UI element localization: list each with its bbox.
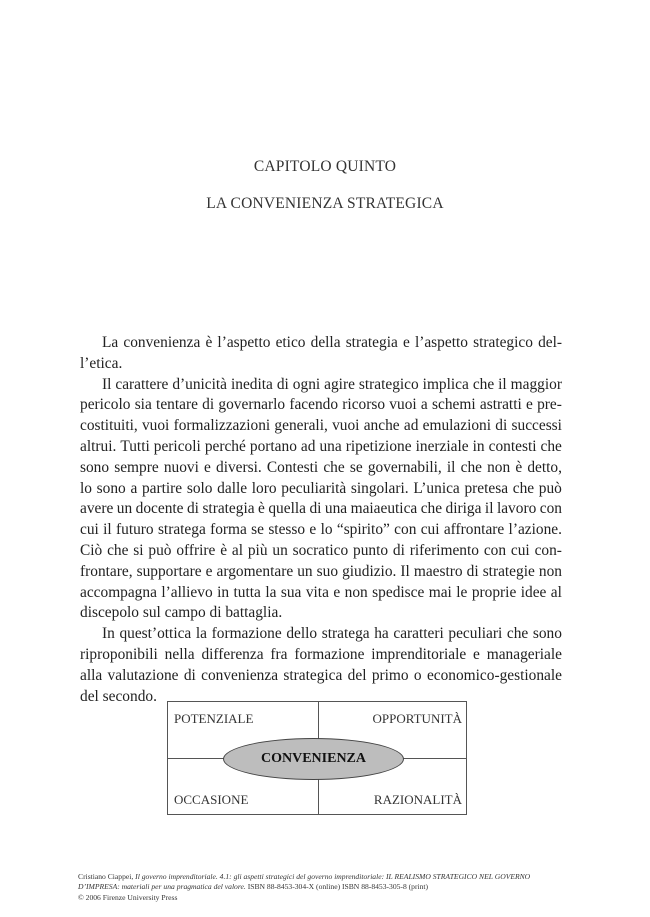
convenienza-diagram <box>167 701 467 815</box>
text-line: del secondo. <box>80 687 157 705</box>
text-line: l’etica. <box>80 354 123 372</box>
text-line: discepolo sul campo di battaglia. <box>80 604 283 622</box>
diagram-cell-razionalita: RAZIONALITÀ <box>373 792 462 807</box>
diagram-cell-opportunita: OPPORTUNITÀ <box>372 711 462 726</box>
footer-isbn: ISBN 88-8453-304-X (online) ISBN 88-8453-305-8 (print) <box>247 882 429 892</box>
text-line: alla valutazione di convenienza strategica del primo o economico-gestionale <box>80 666 562 684</box>
text-line: sono sempre nuovi e diversi. Contesti che se governabili, il che non è detto, <box>80 458 562 476</box>
chapter-title: LA CONVENIENZA STRATEGICA <box>206 195 444 212</box>
text-line: riproponibili nella differenza fra formazione imprenditoriale e manageriale <box>80 645 562 663</box>
text-line: accompagna l’allievo in tutta la sua vita e non spedisce mai le proprie idee al <box>80 583 562 601</box>
text-line: lo sono a partire solo dalle loro peculiarità singolari. L’unica pretesa che può <box>80 479 562 497</box>
text-line: frontare, supportare e argomentare un suo giudizio. Il maestro di strategie non <box>80 562 562 580</box>
chapter-label: CAPITOLO QUINTO <box>253 158 397 175</box>
text-line: La convenienza è l’aspetto etico della strategia e l’aspetto strategico del- <box>102 334 562 351</box>
text-line: altrui. Tutti pericoli perché portano ad una ripetizione inerziale in contesti che <box>80 437 562 455</box>
text-line: avere un docente di strategia è quella di una maiaeutica che diriga il lavoro con <box>80 500 562 518</box>
diagram-cell-potenziale: POTENZIALE <box>174 711 254 726</box>
footer-copyright: © 2006 Firenze University Press <box>78 892 178 902</box>
footer-citation <box>78 872 568 903</box>
diagram-center-ellipse: CONVENIENZA <box>223 738 404 780</box>
text-line: pericolo sia tentare di governarlo facendo ricorso vuoi a schemi astratti e pre- <box>80 396 562 414</box>
footer-author: Cristiano Ciappei, <box>78 872 134 881</box>
footer-title: Il governo imprenditoriale. 4.1: gli aspetti strategici del governo imprenditoriale: IL REALISMO STRATEGICO NEL GOVERNO D’IMPRESA: materiali per una pragmatica del valore. <box>78 872 531 892</box>
body-text <box>80 333 562 707</box>
text-line: cui il futuro stratega forma se stesso e lo “spirito” con cui affrontare l’azione. <box>80 521 562 539</box>
text-line: costituiti, vuoi formalizzazioni generali, vuoi anche ad emulazioni di successi <box>80 417 562 435</box>
text-line: Il carattere d’unicità inedita di ogni agire strategico implica che il maggior <box>102 375 562 393</box>
text-line: Ciò che si può offrire è al più un socratico punto di riferimento con cui con- <box>80 541 562 559</box>
diagram-cell-occasione: OCCASIONE <box>174 792 249 807</box>
text-line: In quest’ottica la formazione dello stratega ha caratteri peculiari che sono <box>102 625 562 643</box>
